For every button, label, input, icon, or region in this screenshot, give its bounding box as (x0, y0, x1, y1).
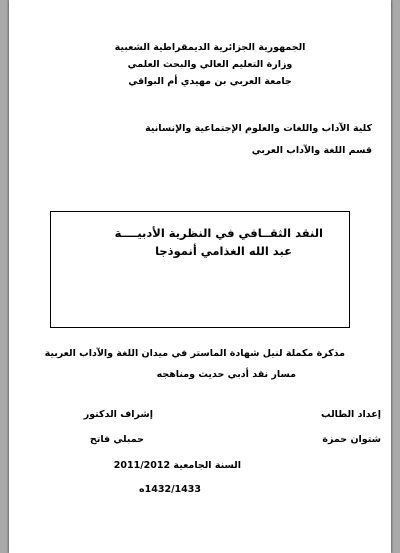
supervisor-name: حمبلي فاتح (89, 434, 144, 445)
hijri-year: 1432/1433ه (139, 484, 201, 495)
document-page (9, 0, 391, 553)
student-label: إعداد الطالب (321, 409, 381, 420)
thesis-title-line2: عبد الله الغذامي أنموذجا (155, 244, 292, 258)
department-name: قسم اللغة والآداب العربي (251, 145, 372, 156)
ministry-header: وزارة التعليم العالي والبحث العلمي (127, 59, 293, 70)
republic-header: الجمهورية الجزائرية الديمقراطية الشعبية (114, 42, 306, 53)
thesis-title-box (50, 211, 350, 328)
academic-year: السنة الجامعية 2011/2012 (113, 460, 241, 471)
university-header: جامعة العربي بن مهيدي أم البواقي (128, 76, 292, 87)
student-name: شتوان حمزة (322, 434, 381, 445)
thesis-track: مسار نقد أدبي حديث ومناهجه (156, 369, 296, 380)
supervisor-label: إشراف الدكتور (83, 409, 153, 420)
thesis-title-line1: النقد الثقــافي في النظرية الأدبيــــة (114, 226, 323, 240)
thesis-description: مذكرة مكملة لنيل شهادة الماستر في ميدان اللغة والآداب العربية (44, 348, 345, 359)
college-name: كلية الآداب واللغات والعلوم الإجتماعية والإنسانية (145, 123, 372, 134)
